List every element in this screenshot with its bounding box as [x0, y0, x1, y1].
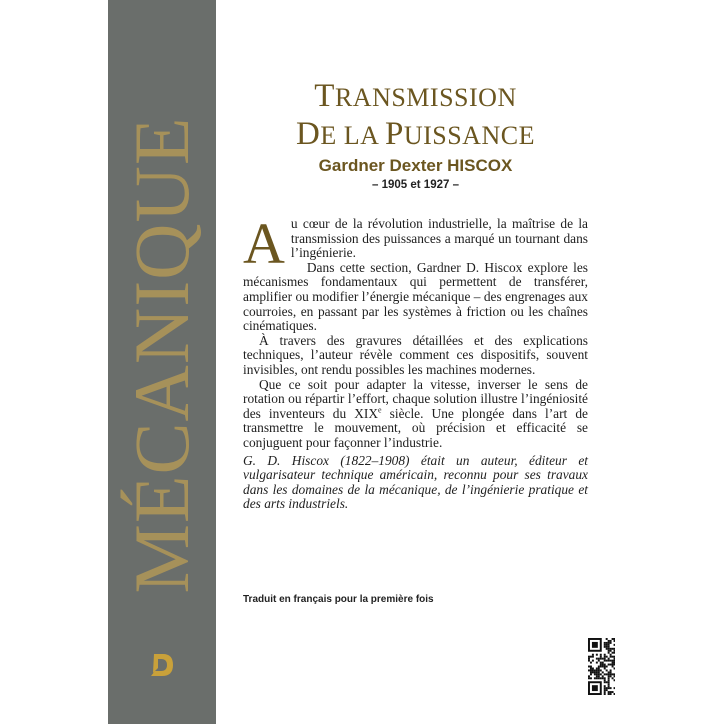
blurb-paragraph-1: Au cœur de la révolution industrielle, la maîtrise de la transmission des puissances a marqué un tournant dans l’ingénierie. [243, 211, 588, 276]
blurb-text [243, 211, 588, 512]
book-title-line-2: DE LA PUISSANCE [296, 116, 535, 152]
qr-code-icon [588, 638, 615, 695]
blurb-paragraph-2: Dans cette section, Gardner D. Hiscox explore les mécanismes fondamentaux qui permettent de transférer, amplifier ou modifier l’énergie mécanique – des engrenages aux courroies, en passant par les systèmes à friction ou les chaînes cinématiques. [243, 259, 588, 334]
blurb-paragraph-3: À travers des gravures détaillées et des explications techniques, l’auteur révèle comment ces dispositifs, souvent invisibles, ont rendu possibles les machines modernes. [243, 332, 588, 377]
spine-label: MÉCANIQUE [118, 116, 205, 594]
publication-dates: – 1905 et 1927 – [372, 179, 459, 191]
author-bio: G. D. Hiscox (1822–1908) était un auteur, éditeur et vulgarisateur technique américain, reconnu pour ses travaux dans les domaines de la mécanique, de l’ingénierie pratique et des arts industriels. [243, 452, 588, 512]
blurb-paragraph-4: Que ce soit pour adapter la vitesse, inverser le sens de rotation ou répartir l’effort, chaque solution illustre l’ingéniosité des inventeurs du XIXe siècle. Une plongée dans l’art de transmettre le mouvement, où précision et efficacité se conjuguent pour façonner l’industrie. [243, 376, 588, 450]
author-name: Gardner Dexter HISCOX [318, 156, 513, 175]
book-back-cover [108, 0, 615, 724]
translation-note: Traduit en français pour la première fois [243, 594, 434, 605]
drop-cap: A [243, 211, 285, 276]
spine-band [108, 0, 216, 724]
book-title-line-1: TRANSMISSION [314, 78, 517, 114]
publisher-d-logo-icon [149, 651, 175, 679]
